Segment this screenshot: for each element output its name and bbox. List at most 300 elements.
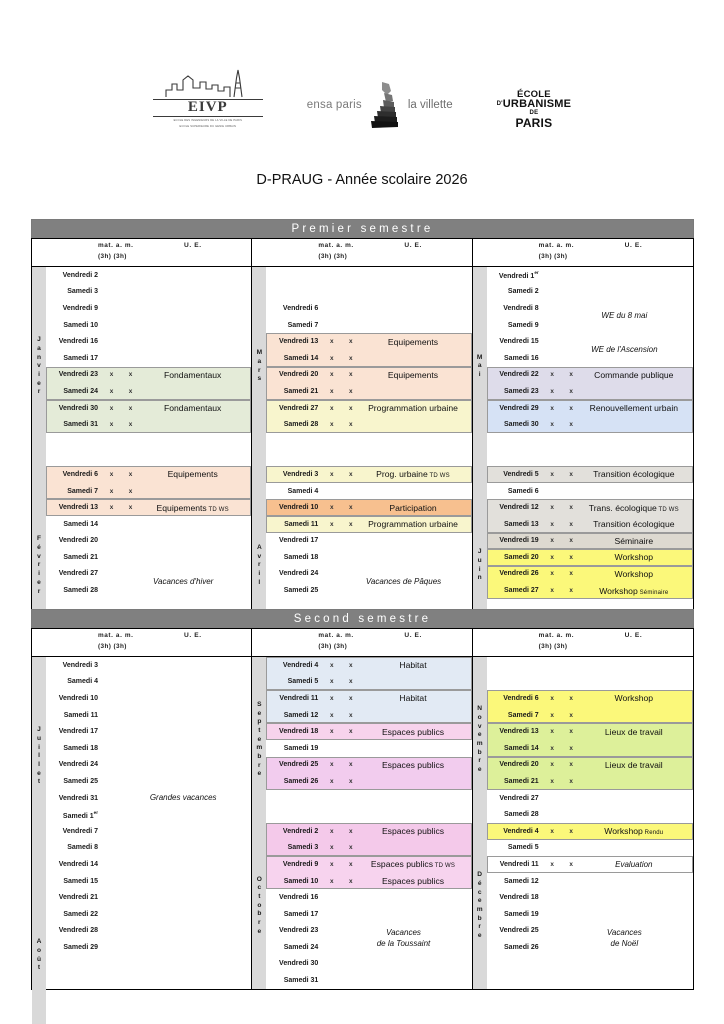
day-label: Samedi 21: [63, 553, 98, 561]
schedule-row: [266, 499, 471, 516]
day-label: Vendredi 27: [499, 794, 539, 802]
month-letter: c: [257, 884, 262, 892]
schedule-row: [46, 400, 251, 417]
schedule-row: [46, 416, 251, 433]
afternoon-mark: x: [349, 338, 353, 346]
morning-mark: x: [550, 744, 554, 752]
day-label: Samedi 5: [507, 844, 539, 852]
eup-line-4: PARIS: [515, 115, 553, 130]
day-label: Samedi 28: [504, 811, 539, 819]
schedule-row: [487, 615, 693, 632]
header-ue: U. E.: [404, 242, 422, 249]
month-letter: o: [257, 901, 262, 909]
morning-mark: x: [330, 354, 334, 362]
month-letter: e: [37, 769, 41, 777]
day-label: Samedi 24: [283, 943, 319, 951]
course-annotation: TD WS: [656, 506, 679, 513]
eivp-subtitle-1: ECOLE DES INGENIEURS DE LA VILLE DE PARIS: [173, 119, 242, 122]
afternoon-mark: x: [349, 421, 353, 429]
afternoon-mark: x: [349, 761, 353, 769]
morning-mark: x: [550, 777, 554, 785]
schedule-row: [46, 972, 251, 989]
day-label: Vendredi 6: [282, 304, 319, 312]
course-label: Fondamentaux: [164, 403, 222, 414]
schedule-row: [487, 516, 693, 533]
schedule-row: [487, 499, 693, 516]
morning-mark: x: [330, 761, 334, 769]
header-mat-am: mat. a. m.: [318, 242, 354, 249]
schedule-row: [487, 690, 693, 707]
day-label: Vendredi 25: [499, 927, 539, 935]
course-label: Espaces publics: [381, 759, 445, 770]
schedule-row: [266, 657, 471, 674]
schedule-row: [487, 856, 693, 873]
schedule-row: [46, 757, 251, 774]
month-letter: S: [257, 700, 262, 708]
day-label: Vendredi 26: [499, 570, 539, 578]
rows-area: [252, 657, 471, 989]
day-label: Samedi 14: [504, 744, 539, 752]
header-mat-am: mat. a. m.: [98, 242, 134, 249]
course-label: Evaluation: [615, 859, 653, 869]
day-label: Samedi 18: [63, 744, 98, 752]
afternoon-mark: x: [349, 711, 353, 719]
schedule-row: [46, 674, 251, 691]
day-label: Vendredi 20: [58, 537, 98, 545]
header-hours: (3h) (3h): [98, 643, 127, 650]
schedule-row: [487, 367, 693, 384]
month-letter: e: [257, 770, 262, 778]
afternoon-mark: x: [569, 728, 573, 736]
month-letter: t: [37, 778, 41, 786]
schedule-row: [46, 317, 251, 334]
day-label: Vendredi 9: [282, 860, 319, 868]
morning-mark: x: [330, 694, 334, 702]
morning-mark: x: [550, 421, 554, 429]
day-label: Samedi 28: [63, 587, 98, 595]
schedule-row: [266, 599, 471, 616]
day-label: Vendredi 24: [58, 761, 98, 769]
afternoon-mark: x: [349, 678, 353, 686]
schedule-row: [487, 889, 693, 906]
schedule-row: [487, 840, 693, 857]
schedule-row: [487, 632, 693, 649]
course-annotation: TD WS: [433, 863, 456, 870]
schedule-row: [266, 450, 471, 467]
month-letter: v: [477, 722, 482, 730]
month-letter: F: [36, 535, 42, 543]
month-letter: A: [256, 544, 262, 552]
schedule-row: [487, 657, 693, 674]
month-letter: M: [256, 349, 263, 357]
month-letter: r: [37, 388, 41, 396]
schedule-row: [266, 416, 471, 433]
afternoon-mark: x: [128, 404, 133, 412]
month-letter: é: [37, 544, 41, 552]
schedule-row: [487, 383, 693, 400]
afternoon-mark: x: [128, 371, 133, 379]
afternoon-mark: x: [128, 504, 133, 512]
schedule-row: [46, 923, 251, 940]
schedule-row: [266, 632, 471, 649]
schedule-row: [487, 939, 693, 956]
header-ue: U. E.: [184, 632, 202, 639]
schedule-row: [266, 773, 471, 790]
day-label: Vendredi 2: [62, 271, 98, 279]
schedule-row: [266, 267, 471, 284]
day-label: Samedi 5: [287, 678, 319, 686]
day-label: Samedi 7: [507, 711, 539, 719]
day-label: Vendredi 23: [279, 927, 319, 935]
schedule-row: [487, 284, 693, 301]
afternoon-mark: x: [569, 404, 573, 412]
morning-mark: x: [550, 587, 554, 595]
course-label: Séminaire: [614, 535, 654, 546]
schedule-row: [46, 723, 251, 740]
day-label: Samedi 3: [287, 844, 319, 852]
afternoon-mark: x: [569, 371, 573, 379]
day-label: Vendredi 11: [279, 694, 319, 702]
day-label: Samedi 15: [63, 877, 98, 885]
course-label: Equipements: [167, 469, 218, 480]
morning-mark: x: [550, 694, 554, 702]
schedule-row: [46, 566, 251, 583]
day-label: Samedi 11: [284, 520, 319, 528]
day-label: Vendredi 16: [58, 338, 98, 346]
rows-area: [473, 657, 693, 989]
schedule-row: [46, 939, 251, 956]
schedule-row: [46, 466, 251, 483]
ensa-paris-la-villette-logo: [307, 81, 453, 129]
month-letter: p: [257, 718, 262, 726]
month-letter: b: [257, 910, 262, 918]
day-label: Vendredi 11: [499, 860, 539, 868]
schedule-row: [487, 267, 693, 284]
month-letter: o: [477, 713, 482, 721]
month-letter: t: [258, 892, 261, 900]
schedule-row: [487, 790, 693, 807]
day-label: Vendredi 31: [58, 794, 98, 802]
day-label: Samedi 21: [283, 387, 319, 395]
schedule-row: [46, 267, 251, 284]
month-letter: b: [257, 753, 262, 761]
afternoon-mark: x: [349, 371, 353, 379]
ensa-label-right: la villette: [407, 98, 453, 111]
schedule-row: [266, 582, 471, 599]
page-title: D-PRAUG - Année scolaire 2026: [256, 172, 468, 188]
afternoon-mark: x: [349, 387, 353, 395]
schedule-row: [487, 823, 693, 840]
morning-mark: x: [109, 421, 114, 429]
afternoon-mark: x: [569, 744, 573, 752]
header-ue: U. E.: [404, 632, 422, 639]
morning-mark: x: [550, 761, 554, 769]
month-letter: m: [476, 740, 483, 747]
day-label: Samedi 24: [63, 387, 98, 395]
schedule-row: [46, 906, 251, 923]
ensa-label-left: ensa paris: [306, 98, 362, 111]
ecole-urbanisme-paris-logo: [497, 90, 572, 129]
schedule-row: [266, 466, 471, 483]
morning-mark: x: [330, 860, 334, 868]
schedule-row: [487, 549, 693, 566]
course-label: Renouvellement urbain: [589, 403, 679, 414]
header-hours: (3h) (3h): [98, 253, 127, 260]
schedule-row: [266, 939, 471, 956]
month-letter: e: [37, 578, 41, 586]
schedule-row: [266, 823, 471, 840]
schedule-row: [487, 806, 693, 823]
month-letter: e: [477, 897, 482, 905]
course-label: Programmation urbaine: [368, 403, 458, 414]
day-label: Samedi 4: [67, 678, 98, 686]
rows-area: [252, 267, 471, 665]
month-letter: l: [38, 752, 40, 760]
course-label: Prog. urbaine TD WS: [376, 469, 450, 480]
schedule-row: [46, 773, 251, 790]
schedule-row: [266, 806, 471, 823]
day-label: Vendredi 13: [58, 504, 98, 512]
month-letter: t: [37, 964, 41, 972]
day-label: Samedi 2: [507, 288, 539, 296]
day-label: Vendredi 6: [62, 470, 98, 478]
course-label: Workshop Rendu: [604, 826, 664, 837]
schedule-row: [487, 773, 693, 790]
day-label: Vendredi 9: [62, 304, 98, 312]
morning-mark: x: [550, 570, 554, 578]
course-label: Espaces publics TD WS: [370, 859, 456, 870]
day-label: Vendredi 4: [282, 661, 319, 669]
header-mat-am: mat. a. m.: [538, 632, 575, 639]
schedule-row: [266, 516, 471, 533]
day-ordinal-suffix: er: [534, 270, 539, 276]
morning-mark: x: [330, 827, 334, 835]
schedule-row: [487, 873, 693, 890]
schedule-row: [487, 906, 693, 923]
day-label: Vendredi 19: [499, 537, 539, 545]
afternoon-mark: x: [569, 694, 573, 702]
month-letter: J: [477, 548, 482, 556]
day-label: Samedi 25: [283, 587, 319, 595]
day-label: Samedi 27: [504, 587, 539, 595]
row-layer: [473, 657, 693, 989]
course-label: Commande publique: [594, 369, 674, 380]
day-label: Vendredi 7: [62, 827, 98, 835]
course-label: Workshop: [614, 693, 654, 704]
day-label: Vendredi 22: [499, 371, 539, 379]
schedule-row: [46, 483, 251, 500]
morning-mark: x: [330, 844, 334, 852]
afternoon-mark: x: [569, 470, 573, 478]
month-letter: e: [477, 932, 482, 940]
month-letter: v: [37, 362, 41, 370]
day-label: Samedi 19: [504, 910, 539, 918]
eivp-logo: [153, 68, 263, 129]
schedule-row: [266, 483, 471, 500]
month-letter: r: [37, 561, 41, 569]
schedule-row: [46, 383, 251, 400]
schedule-row: [266, 367, 471, 384]
morning-mark: x: [330, 520, 334, 528]
month-block-3: [473, 239, 693, 665]
month-letter: r: [258, 366, 261, 374]
day-label: Samedi 11: [63, 711, 98, 719]
morning-mark: x: [330, 387, 334, 395]
afternoon-mark: x: [349, 777, 353, 785]
morning-mark: x: [330, 421, 334, 429]
day-label: Samedi 30: [504, 421, 539, 429]
schedule-row: [487, 707, 693, 724]
morning-mark: x: [330, 777, 334, 785]
afternoon-mark: x: [128, 470, 133, 478]
day-label: Samedi 17: [63, 354, 98, 362]
schedule-row: [46, 549, 251, 566]
day-label: Samedi 10: [283, 877, 319, 885]
afternoon-mark: x: [349, 877, 353, 885]
schedule-row: [46, 740, 251, 757]
schedule-row: [487, 400, 693, 417]
morning-mark: x: [109, 371, 114, 379]
month-letter: r: [258, 761, 261, 769]
day-label: Samedi 26: [283, 777, 319, 785]
course-label: Programmation urbaine: [368, 519, 458, 530]
morning-mark: x: [550, 728, 554, 736]
afternoon-mark: x: [569, 587, 573, 595]
day-label: Samedi 13: [504, 520, 539, 528]
schedule-row: [487, 483, 693, 500]
course-label: Equipements: [387, 336, 439, 347]
schedule-row: [266, 674, 471, 691]
schedule-row: [487, 450, 693, 467]
schedule-row: [266, 972, 471, 989]
month-letter: i: [478, 565, 481, 573]
day-label: Samedi 8: [67, 844, 98, 852]
course-label: Habitat: [399, 660, 427, 671]
morning-mark: x: [109, 504, 114, 512]
vacation-note-line: de Noël: [610, 939, 639, 949]
schedule-row: [46, 806, 251, 823]
afternoon-mark: x: [349, 860, 353, 868]
schedule-row: [487, 723, 693, 740]
schedule-row: [266, 889, 471, 906]
month-letter: O: [256, 875, 262, 883]
day-label: Samedi 21: [504, 777, 539, 785]
header-mat-am: mat. a. m.: [538, 242, 575, 249]
header-ue: U. E.: [624, 242, 643, 249]
day-label: Vendredi 3: [282, 470, 319, 478]
day-label: Samedi 9: [507, 321, 539, 329]
day-label: Samedi 31: [283, 977, 319, 985]
schedule-row: [46, 632, 251, 649]
day-label: Vendredi 21: [58, 894, 98, 902]
month-letter: i: [478, 370, 481, 378]
day-label: Vendredi 12: [499, 504, 539, 512]
morning-mark: x: [550, 553, 554, 561]
day-label: Vendredi 18: [499, 894, 539, 902]
day-label: Vendredi 13: [499, 728, 539, 736]
month-letter: u: [36, 734, 42, 742]
afternoon-mark: x: [349, 728, 353, 736]
schedule-row: [266, 350, 471, 367]
month-block-2: [252, 629, 472, 989]
course-label: Transition écologique: [593, 519, 675, 530]
afternoon-mark: x: [128, 387, 133, 395]
schedule-row: [266, 433, 471, 450]
schedule-row: [266, 956, 471, 973]
course-label: Workshop Séminaire: [599, 585, 669, 596]
logo-bar: [0, 68, 724, 129]
schedule-row: [46, 856, 251, 873]
day-ordinal-suffix: er: [93, 809, 98, 815]
day-label: Vendredi 27: [58, 570, 98, 578]
schedule-row: [46, 333, 251, 350]
month-block-1: [32, 239, 252, 665]
day-label: Vendredi 25: [279, 761, 319, 769]
day-label: Vendredi 17: [58, 728, 98, 736]
morning-mark: x: [330, 678, 334, 686]
course-label: Lieux de travail: [604, 759, 663, 770]
afternoon-mark: x: [569, 553, 573, 561]
month-letter: l: [258, 578, 261, 586]
day-label: Vendredi 3: [62, 661, 98, 669]
day-label: Vendredi 6: [503, 694, 539, 702]
month-letter: e: [477, 731, 482, 739]
schedule-row: [487, 923, 693, 940]
schedule-row: [266, 615, 471, 632]
schedule-row: [487, 317, 693, 334]
row-layer: [32, 657, 251, 989]
schedule-row: [487, 599, 693, 616]
schedule-row: [266, 533, 471, 550]
course-label: Workshop: [614, 568, 654, 579]
schedule-row: [266, 906, 471, 923]
day-label: Samedi 19: [283, 744, 319, 752]
header-ue: U. E.: [624, 632, 643, 639]
month-letter: m: [256, 744, 263, 752]
morning-mark: x: [330, 371, 334, 379]
day-label: Samedi 28: [283, 421, 319, 429]
afternoon-mark: x: [569, 777, 573, 785]
semester-1-title: Premier semestre: [31, 219, 694, 238]
eivp-subtitle-2: ECOLE SUPERIEURE DU GENIE URBAIN: [179, 124, 237, 128]
course-annotation: TD WS: [427, 473, 450, 480]
schedule-row: [487, 416, 693, 433]
schedule-row: [46, 707, 251, 724]
schedule-row: [46, 533, 251, 550]
day-label: Vendredi 23: [58, 371, 98, 379]
month-letter: l: [38, 760, 40, 768]
day-label: Samedi 12: [504, 877, 539, 885]
course-label: Equipements: [387, 369, 439, 380]
day-label: Vendredi 16: [279, 894, 319, 902]
morning-mark: x: [109, 470, 114, 478]
header-hours: (3h) (3h): [318, 643, 348, 650]
morning-mark: x: [109, 404, 114, 412]
schedule-row: [487, 674, 693, 691]
day-label: Vendredi 14: [58, 860, 98, 868]
schedule-row: [487, 350, 693, 367]
vacation-note-line: Grandes vacances: [149, 792, 217, 802]
header-hours: (3h) (3h): [318, 253, 348, 260]
day-label: Samedi 26: [504, 943, 539, 951]
day-label: Samedi 25: [63, 777, 98, 785]
schedule-row: [266, 873, 471, 890]
semester-1-body: [31, 238, 694, 666]
afternoon-mark: x: [569, 387, 573, 395]
month-letter: b: [477, 748, 482, 756]
day-label: Samedi 3: [67, 288, 98, 296]
schedule-row: [487, 956, 693, 973]
